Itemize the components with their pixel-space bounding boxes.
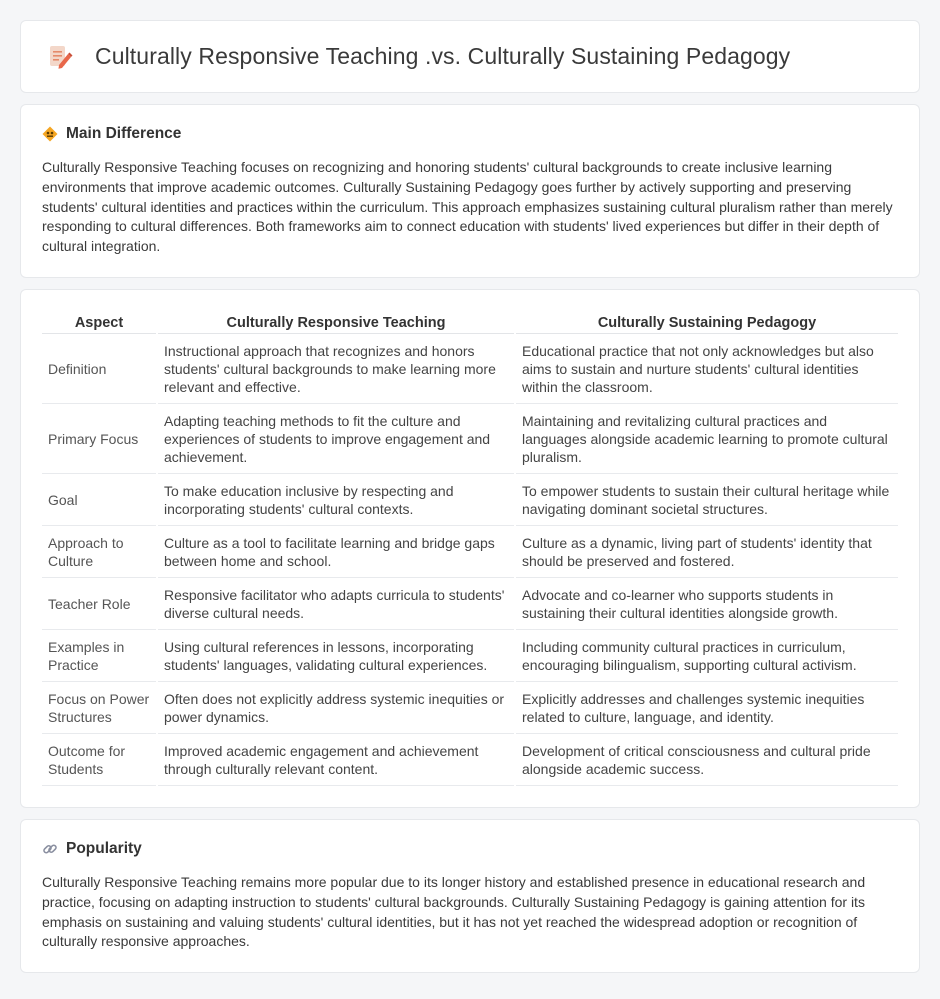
main-difference-text: Culturally Responsive Teaching focuses on recognizing and honoring students' cultural backgrounds to create inclusive learning environments that improve academic outcomes. Culturally Sustaining Pedagogy goes further by actively supporting and preserving students' cultural identities and practices within the curriculum. This approach emphasizes sustaining cultural pluralism rather than merely responding to cultural differences. Both frameworks aim to connect education with students' lived experiences but differ in their depth of cultural integration. [42, 159, 893, 255]
responsive-cell: Improved academic engagement and achievement through culturally relevant content. [158, 734, 514, 786]
header-card [20, 20, 920, 93]
aspect-cell: Focus on Power Structures [42, 682, 156, 734]
link-icon [42, 841, 58, 857]
page-title: Culturally Responsive Teaching .vs. Culturally Sustaining Pedagogy [95, 43, 791, 69]
aspect-cell: Goal [42, 474, 156, 526]
table-row [42, 734, 898, 786]
comparison-table-card [20, 289, 920, 808]
aspect-cell: Definition [42, 334, 156, 404]
aspect-cell: Approach to Culture [42, 526, 156, 578]
aspect-cell: Outcome for Students [42, 734, 156, 786]
header-sustaining: Culturally Sustaining Pedagogy [516, 311, 898, 334]
aspect-cell: Primary Focus [42, 404, 156, 474]
sustaining-cell: To empower students to sustain their cultural heritage while navigating dominant societal structures. [516, 474, 898, 526]
table-row [42, 526, 898, 578]
aspect-cell: Teacher Role [42, 578, 156, 630]
main-difference-section [20, 104, 920, 278]
main-difference-title: Main Difference [66, 125, 182, 142]
comparison-table [40, 311, 900, 786]
sustaining-cell: Educational practice that not only acknowledges but also aims to sustain and nurture students' cultural identities within the classroom. [516, 334, 898, 404]
sustaining-cell: Maintaining and revitalizing cultural practices and languages alongside academic learning to promote cultural pluralism. [516, 404, 898, 474]
document-pencil-icon [45, 43, 73, 71]
responsive-cell: Using cultural references in lessons, incorporating students' languages, validating cultural experiences. [158, 630, 514, 682]
sustaining-cell: Explicitly addresses and challenges systemic inequities related to culture, language, and identity. [516, 682, 898, 734]
sustaining-cell: Advocate and co-learner who supports students in sustaining their cultural identities alongside growth. [516, 578, 898, 630]
responsive-cell: Responsive facilitator who adapts curricula to students' diverse cultural needs. [158, 578, 514, 630]
table-row [42, 630, 898, 682]
aspect-cell: Examples in Practice [42, 630, 156, 682]
table-row [42, 404, 898, 474]
header-responsive: Culturally Responsive Teaching [158, 311, 514, 334]
popularity-title: Popularity [66, 839, 142, 857]
responsive-cell: Often does not explicitly address systemic inequities or power dynamics. [158, 682, 514, 734]
popularity-text: Culturally Responsive Teaching remains more popular due to its longer history and established presence in educational research and practice, focusing on adapting instruction to students' cultural backgrounds. Culturally Sustaining Pedagogy is gaining attention for its emphasis on sustaining and valuing students' cultural identities, but it has not yet reached the widespread adoption or recognition of culturally responsive approaches. [42, 873, 866, 950]
popularity-section [20, 819, 920, 973]
table-row [42, 474, 898, 526]
sustaining-cell: Culture as a dynamic, living part of students' identity that should be preserved and fostered. [516, 526, 898, 578]
table-row [42, 334, 898, 404]
table-row [42, 578, 898, 630]
table-row [42, 682, 898, 734]
sustaining-cell: Including community cultural practices in curriculum, encouraging bilingualism, supporting cultural activism. [516, 630, 898, 682]
responsive-cell: Instructional approach that recognizes and honors students' cultural backgrounds to make learning more relevant and effective. [158, 334, 514, 404]
table-header-row [42, 311, 898, 334]
diamond-sign-icon [42, 126, 58, 142]
responsive-cell: Culture as a tool to facilitate learning and bridge gaps between home and school. [158, 526, 514, 578]
sustaining-cell: Development of critical consciousness and cultural pride alongside academic success. [516, 734, 898, 786]
responsive-cell: To make education inclusive by respecting and incorporating students' cultural contexts. [158, 474, 514, 526]
header-aspect: Aspect [42, 311, 156, 334]
responsive-cell: Adapting teaching methods to fit the culture and experiences of students to improve engagement and achievement. [158, 404, 514, 474]
